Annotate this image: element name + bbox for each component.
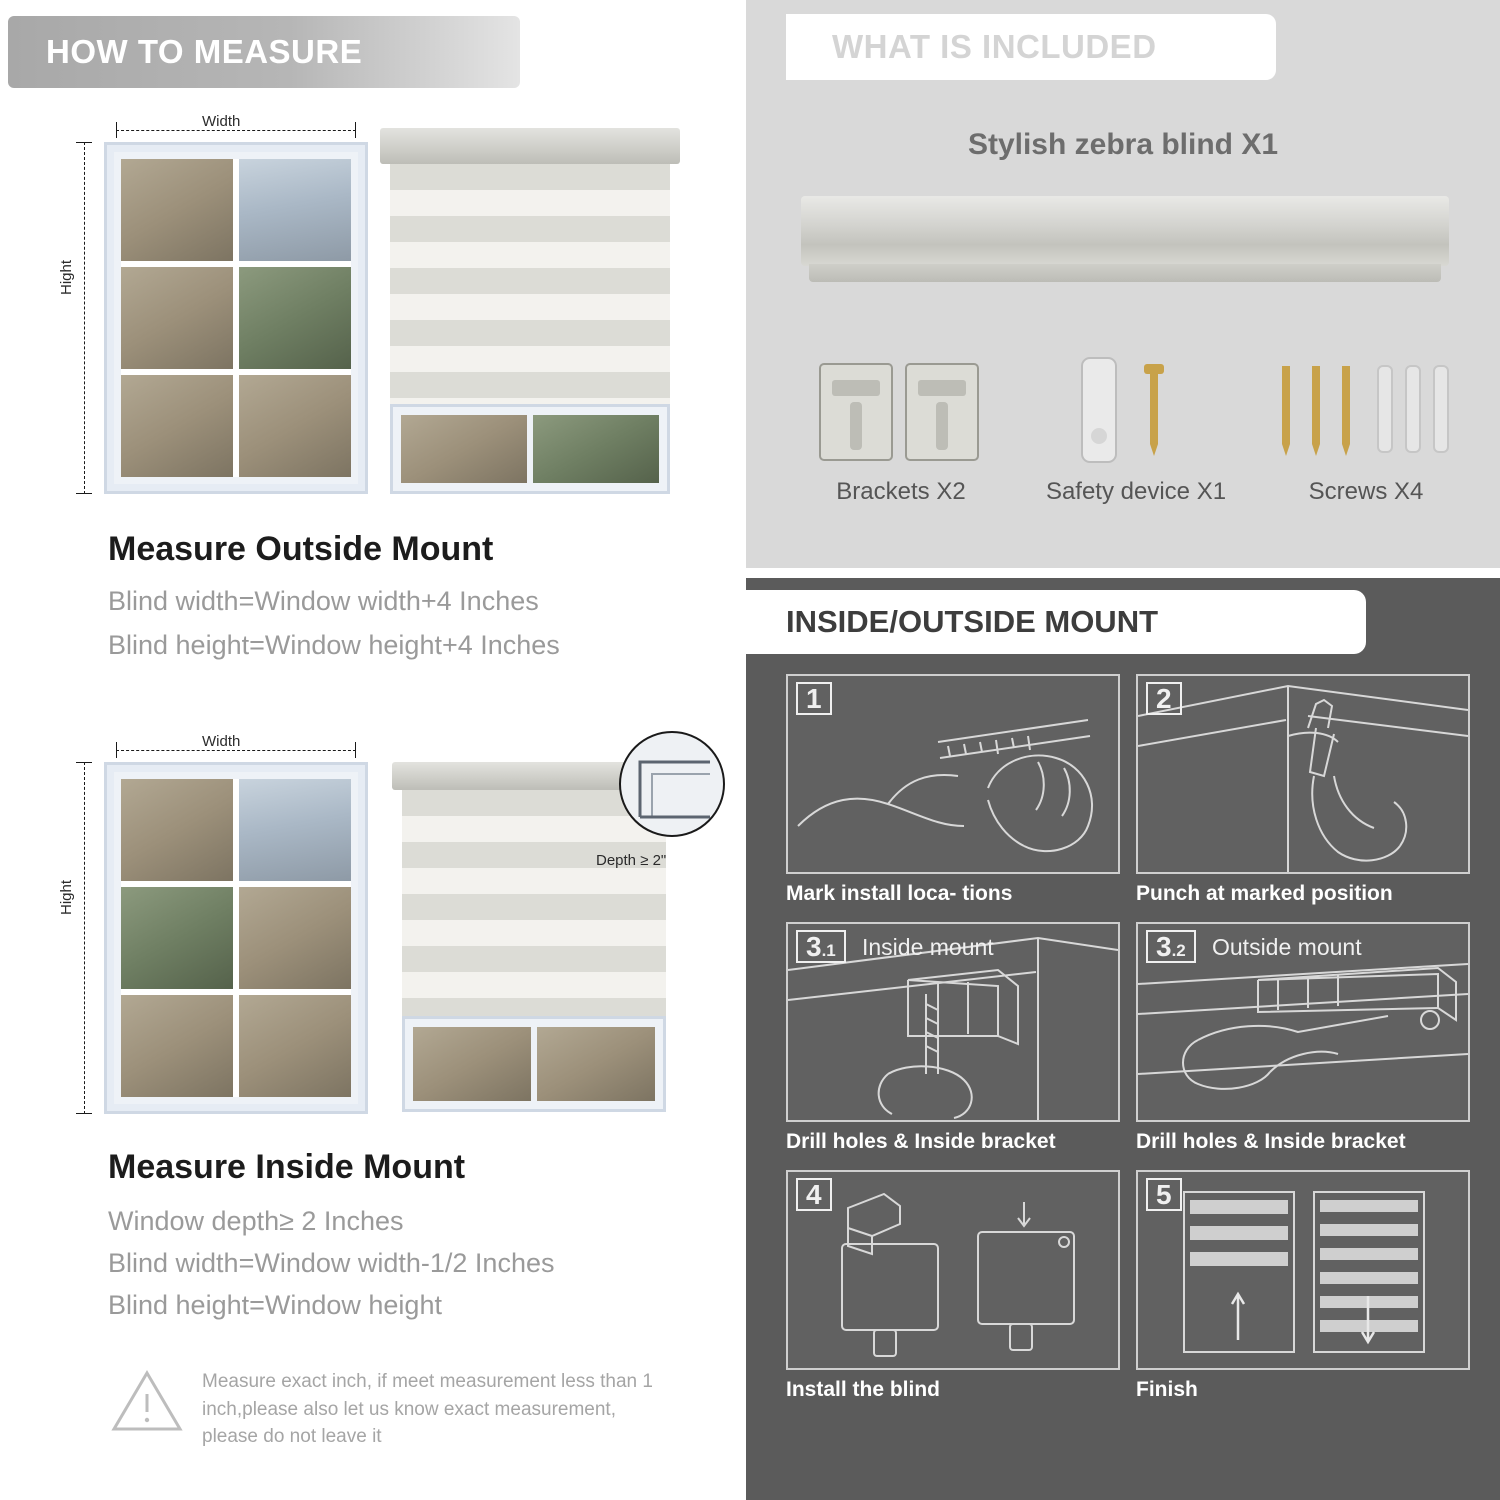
tick [355,122,356,138]
step-3-1-number-text: 3 [806,931,822,962]
window-panes [121,779,351,1097]
depth-callout-icon [600,722,740,862]
part-label-safety-device: Safety device X1 [1045,478,1227,505]
step-3-2-caption: Drill holes & Inside bracket [1136,1130,1406,1153]
step-3-2 [1136,922,1470,1154]
step-3-2-number-text: 3 [1156,931,1172,962]
step-4-number [796,1178,832,1211]
measure-note [110,1368,670,1451]
step-1-number [796,682,832,715]
step-3-2-number-sub: .2 [1171,941,1186,960]
what-is-included-banner [786,14,1276,80]
tick [76,493,92,494]
screws-icon [1266,350,1466,470]
step-2 [1136,674,1470,906]
zebra-blind-rail-image [801,196,1449,266]
tick [76,762,92,763]
inside-mount-line-2: Blind width=Window width-1/2 Inches [108,1248,555,1278]
step-1-caption: Mark install loca- tions [786,882,1013,905]
step-4-number-text: 4 [806,1179,822,1210]
inside-outside-mount-banner [746,590,1366,654]
outside-mount-heading: Measure Outside Mount [108,530,494,568]
brackets-icon [806,350,996,470]
tick [76,1113,92,1114]
what-is-included-panel [746,0,1500,568]
step-3-1-caption: Drill holes & Inside bracket [786,1130,1056,1153]
inside-height-label: Hight [58,879,75,915]
how-to-measure-column [0,0,742,1500]
step-1-image [786,674,1120,874]
blind-headrail [380,128,680,164]
outside-mount-line-1: Blind width=Window width+4 Inches [108,586,539,616]
tick [355,742,356,758]
tick [116,742,117,758]
part-label-brackets: Brackets X2 [836,478,966,505]
step-5-image [1136,1170,1470,1370]
step-2-number-text: 2 [1156,683,1172,714]
inside-mount-heading: Measure Inside Mount [108,1148,466,1186]
what-is-included-banner-label: WHAT IS INCLUDED [832,28,1157,65]
step-3-1-number [796,930,846,963]
part-label-screws: Screws X4 [1308,478,1424,505]
step-2-caption: Punch at marked position [1136,882,1393,905]
outside-width-dimension-line [116,130,356,131]
inside-mount-line-3: Blind height=Window height [108,1290,442,1320]
inside-height-dimension-line [84,762,85,1114]
window-panes [401,415,659,483]
window-below-blind [390,404,670,494]
step-3-2-image [1136,922,1470,1122]
step-3-1 [786,922,1120,1154]
blind-fabric [390,164,670,404]
outside-width-label: Width [202,113,241,130]
installation-steps-grid [786,674,1470,1402]
inside-outside-mount-panel [746,578,1500,1500]
step-4 [786,1170,1120,1402]
warning-icon [110,1368,184,1434]
step-5-caption: Finish [1136,1378,1198,1401]
safety-device-icon [1046,350,1226,470]
how-to-measure-banner [8,16,520,88]
window-panes [121,159,351,477]
step-5-number [1146,1178,1182,1211]
step-3-1-number-sub: .1 [821,941,836,960]
measure-note-text: Measure exact inch, if meet measurement less than 1 inch,please also let us know exact measurement, please do not leave it [202,1371,653,1448]
tick [116,122,117,138]
window-below-blind [402,1016,666,1112]
step-4-caption: Install the blind [786,1378,941,1401]
step-3-2-number [1146,930,1196,963]
tick [76,142,92,143]
inside-mount-line-1: Window depth≥ 2 Inches [108,1206,404,1236]
step-1-number-text: 1 [806,683,822,714]
inside-width-label: Width [202,733,241,750]
inside-mount-illustration [60,730,720,1130]
step-5-number-text: 5 [1156,1179,1172,1210]
step-3-1-image [786,922,1120,1122]
step-2-number [1146,682,1182,715]
step-3-2-inline-label: Outside mount [1212,934,1362,960]
window-plain [104,762,368,1114]
included-parts-row [746,350,1500,530]
step-5 [1136,1170,1470,1402]
outside-height-dimension-line [84,142,85,494]
step-4-image [786,1170,1120,1370]
step-2-image [1136,674,1470,874]
window-with-blind-outside [380,128,680,494]
inside-width-dimension-line [116,750,356,751]
right-column [746,0,1500,1500]
outside-mount-line-2: Blind height=Window height+4 Inches [108,630,560,660]
depth-label: Depth ≥ 2" [596,852,667,869]
outside-mount-illustration [60,110,720,510]
included-product-title: Stylish zebra blind X1 [967,128,1279,161]
how-to-measure-banner-label: HOW TO MEASURE [46,33,363,70]
window-plain [104,142,368,494]
step-1 [786,674,1120,906]
window-panes [413,1027,655,1101]
inside-outside-mount-banner-label: INSIDE/OUTSIDE MOUNT [786,604,1159,639]
step-3-1-inline-label: Inside mount [862,934,994,960]
outside-height-label: Hight [58,259,75,295]
